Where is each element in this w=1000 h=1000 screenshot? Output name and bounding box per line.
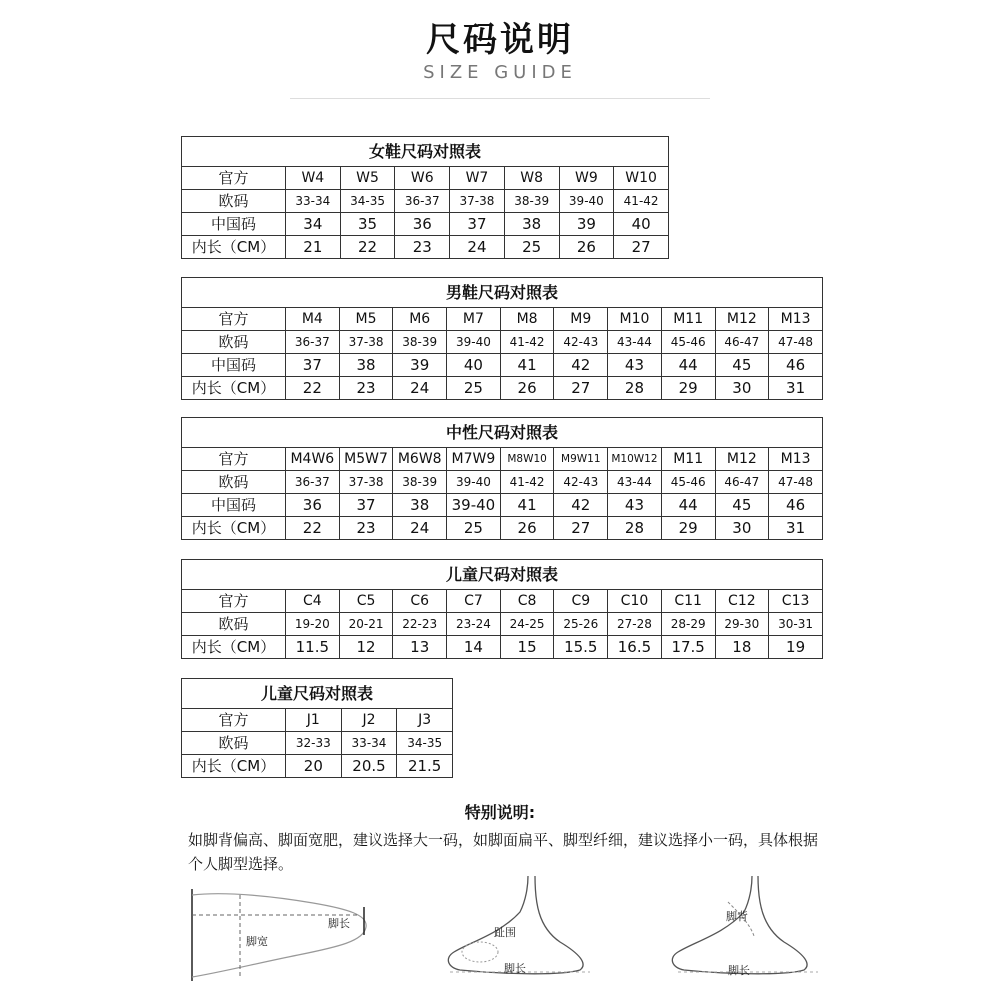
table-row-official: [182, 448, 823, 471]
size-cell: C4: [286, 590, 340, 613]
size-cell: 28: [608, 377, 662, 400]
table-row-eu: [182, 190, 669, 213]
row-label-len: 内长（CM）: [182, 236, 286, 259]
size-cell: 31: [769, 377, 823, 400]
table-row-cn: [182, 354, 823, 377]
size-cell: 41-42: [614, 190, 669, 213]
size-cell: 18: [715, 636, 769, 659]
size-cell: 42: [554, 354, 608, 377]
size-cell: 39-40: [559, 190, 614, 213]
page-title: 尺码说明: [426, 20, 574, 60]
size-cell: 25-26: [554, 613, 608, 636]
table-caption: 女鞋尺码对照表: [182, 137, 669, 167]
size-cell: 43-44: [608, 331, 662, 354]
notes-body: 如脚背偏高、脚面宽肥，建议选择大一码，如脚面扁平、脚型纤细，建议选择小一码，具体根据个人脚型选择。: [188, 831, 819, 873]
size-cell: 39-40: [447, 471, 501, 494]
size-cell: 23: [339, 377, 393, 400]
size-cell: 39-40: [447, 494, 501, 517]
size-cell: M13: [769, 308, 823, 331]
size-cell: 38-39: [504, 190, 559, 213]
size-cell: M10W12: [608, 448, 662, 471]
row-label-len: 内长（CM）: [182, 377, 286, 400]
size-cell: 42-43: [554, 331, 608, 354]
size-cell: 26: [500, 517, 554, 540]
size-cell: M12: [715, 448, 769, 471]
size-cell: M13: [769, 448, 823, 471]
size-cell: 38: [504, 213, 559, 236]
size-cell: 27: [614, 236, 669, 259]
size-cell: 34: [286, 213, 341, 236]
row-label-len: 内长（CM）: [182, 755, 286, 778]
size-cell: 17.5: [661, 636, 715, 659]
size-cell: M11: [661, 448, 715, 471]
size-cell: 22: [340, 236, 395, 259]
instep-length-label: 脚长: [728, 964, 750, 977]
size-cell: C8: [500, 590, 554, 613]
size-cell: 27: [554, 377, 608, 400]
size-cell: 15.5: [554, 636, 608, 659]
table-row-len: [182, 236, 669, 259]
size-cell: 35: [340, 213, 395, 236]
size-cell: 33-34: [341, 732, 397, 755]
size-cell: 12: [339, 636, 393, 659]
size-cell: 45-46: [661, 471, 715, 494]
size-cell: M8: [500, 308, 554, 331]
size-cell: 31: [769, 517, 823, 540]
size-cell: M9W11: [554, 448, 608, 471]
toe-circumference-label: 趾围: [494, 926, 516, 939]
size-cell: 39: [393, 354, 447, 377]
size-cell: 40: [447, 354, 501, 377]
size-cell: 47-48: [769, 331, 823, 354]
size-cell: W4: [286, 167, 341, 190]
size-cell: W6: [395, 167, 450, 190]
table-caption: 儿童尺码对照表: [182, 560, 823, 590]
row-label-eu: 欧码: [182, 732, 286, 755]
table-row-len: [182, 636, 823, 659]
size-cell: 47-48: [769, 471, 823, 494]
table-caption: 男鞋尺码对照表: [182, 278, 823, 308]
size-cell: 27: [554, 517, 608, 540]
foot-width-label: 脚宽: [246, 935, 268, 948]
size-cell: 29: [661, 377, 715, 400]
table-row-official: [182, 308, 823, 331]
size-cell: 36-37: [286, 471, 340, 494]
size-cell: 43-44: [608, 471, 662, 494]
size-cell: 26: [559, 236, 614, 259]
kids-size-table-j: [181, 678, 453, 778]
size-cell: 38: [339, 354, 393, 377]
size-cell: 11.5: [286, 636, 340, 659]
size-cell: 42-43: [554, 471, 608, 494]
size-cell: 33-34: [286, 190, 341, 213]
size-cell: 24: [393, 517, 447, 540]
table-row-len: [182, 377, 823, 400]
size-cell: J3: [397, 709, 453, 732]
size-cell: 30: [715, 517, 769, 540]
size-cell: 37: [339, 494, 393, 517]
table-row-official: [182, 167, 669, 190]
row-label-len: 内长（CM）: [182, 636, 286, 659]
unisex-size-table: [181, 417, 823, 540]
table-row-cn: [182, 494, 823, 517]
size-cell: W9: [559, 167, 614, 190]
size-cell: M6: [393, 308, 447, 331]
size-cell: 15: [500, 636, 554, 659]
size-cell: 38-39: [393, 471, 447, 494]
size-cell: J1: [286, 709, 342, 732]
row-label-eu: 欧码: [182, 331, 286, 354]
title-divider: [290, 98, 710, 99]
size-cell: 25: [504, 236, 559, 259]
foot-side-figure-2: [658, 872, 828, 982]
size-cell: 41: [500, 494, 554, 517]
size-cell: 34-35: [397, 732, 453, 755]
row-label-official: 官方: [182, 709, 286, 732]
size-cell: M10: [608, 308, 662, 331]
size-cell: 30: [715, 377, 769, 400]
table-caption: 中性尺码对照表: [182, 418, 823, 448]
row-label-eu: 欧码: [182, 471, 286, 494]
size-cell: 29: [661, 517, 715, 540]
size-cell: 41: [500, 354, 554, 377]
foot-side-figure-1: [440, 872, 600, 982]
row-label-official: 官方: [182, 167, 286, 190]
size-cell: 42: [554, 494, 608, 517]
size-cell: 41-42: [500, 471, 554, 494]
size-cell: 40: [614, 213, 669, 236]
row-label-eu: 欧码: [182, 190, 286, 213]
row-label-official: 官方: [182, 590, 286, 613]
size-cell: 28-29: [661, 613, 715, 636]
size-cell: M5: [339, 308, 393, 331]
size-cell: 45-46: [661, 331, 715, 354]
table-row-official: [182, 590, 823, 613]
row-label-official: 官方: [182, 308, 286, 331]
size-cell: C5: [339, 590, 393, 613]
kids-size-table-c: [181, 559, 823, 659]
notes-title: 特别说明:: [464, 803, 536, 822]
table-row-eu: [182, 613, 823, 636]
size-cell: 28: [608, 517, 662, 540]
size-cell: 44: [661, 354, 715, 377]
size-cell: 20-21: [339, 613, 393, 636]
size-cell: 36-37: [395, 190, 450, 213]
size-cell: 34-35: [340, 190, 395, 213]
size-cell: 30-31: [769, 613, 823, 636]
size-cell: M12: [715, 308, 769, 331]
size-cell: M6W8: [393, 448, 447, 471]
size-cell: M5W7: [339, 448, 393, 471]
size-cell: 13: [393, 636, 447, 659]
table-row-len: [182, 517, 823, 540]
size-cell: 39-40: [447, 331, 501, 354]
size-cell: M7: [447, 308, 501, 331]
row-label-len: 内长（CM）: [182, 517, 286, 540]
size-cell: 20.5: [341, 755, 397, 778]
size-cell: 23: [395, 236, 450, 259]
size-cell: 46-47: [715, 471, 769, 494]
size-cell: 32-33: [286, 732, 342, 755]
size-cell: 19-20: [286, 613, 340, 636]
size-cell: 23: [339, 517, 393, 540]
table-row-eu: [182, 471, 823, 494]
size-cell: 29-30: [715, 613, 769, 636]
size-cell: 39: [559, 213, 614, 236]
size-cell: C9: [554, 590, 608, 613]
size-cell: M8W10: [500, 448, 554, 471]
size-cell: C7: [447, 590, 501, 613]
size-cell: 36: [286, 494, 340, 517]
size-cell: 14: [447, 636, 501, 659]
size-cell: 24: [393, 377, 447, 400]
table-row-eu: [182, 331, 823, 354]
size-cell: 25: [447, 517, 501, 540]
size-cell: 37: [286, 354, 340, 377]
size-cell: 23-24: [447, 613, 501, 636]
table-row-eu: [182, 732, 453, 755]
size-cell: 43: [608, 494, 662, 517]
table-row-len: [182, 755, 453, 778]
size-cell: 36-37: [286, 331, 340, 354]
instep-label: 脚背: [726, 910, 748, 923]
size-cell: 41-42: [500, 331, 554, 354]
size-cell: 22: [286, 517, 340, 540]
size-cell: W10: [614, 167, 669, 190]
row-label-official: 官方: [182, 448, 286, 471]
size-cell: 20: [286, 755, 342, 778]
row-label-eu: 欧码: [182, 613, 286, 636]
size-cell: 19: [769, 636, 823, 659]
size-cell: 44: [661, 494, 715, 517]
size-cell: 37-38: [339, 331, 393, 354]
size-cell: 46: [769, 354, 823, 377]
size-cell: C11: [661, 590, 715, 613]
size-cell: W8: [504, 167, 559, 190]
size-cell: M9: [554, 308, 608, 331]
size-cell: 45: [715, 354, 769, 377]
size-cell: 45: [715, 494, 769, 517]
size-cell: 36: [395, 213, 450, 236]
foot-outline-figure: [188, 885, 373, 985]
size-cell: C12: [715, 590, 769, 613]
size-cell: C6: [393, 590, 447, 613]
size-cell: J2: [341, 709, 397, 732]
size-cell: 21: [286, 236, 341, 259]
size-cell: 16.5: [608, 636, 662, 659]
size-cell: 38-39: [393, 331, 447, 354]
page-subtitle: SIZE GUIDE: [423, 62, 577, 83]
size-cell: W7: [450, 167, 505, 190]
row-label-cn: 中国码: [182, 354, 286, 377]
table-row-cn: [182, 213, 669, 236]
size-cell: 26: [500, 377, 554, 400]
size-cell: 46-47: [715, 331, 769, 354]
table-row-official: [182, 709, 453, 732]
size-cell: 24: [450, 236, 505, 259]
foot-length-label: 脚长: [328, 917, 350, 930]
size-cell: 25: [447, 377, 501, 400]
size-cell: 37-38: [450, 190, 505, 213]
side-length-label: 脚长: [504, 962, 526, 975]
size-cell: M11: [661, 308, 715, 331]
size-cell: M4: [286, 308, 340, 331]
size-cell: 21.5: [397, 755, 453, 778]
size-cell: 43: [608, 354, 662, 377]
size-cell: 22-23: [393, 613, 447, 636]
foot-outline-icon: [188, 885, 373, 985]
table-caption: 儿童尺码对照表: [182, 679, 453, 709]
row-label-cn: 中国码: [182, 494, 286, 517]
size-cell: 22: [286, 377, 340, 400]
size-cell: 24-25: [500, 613, 554, 636]
women-size-table: [181, 136, 669, 259]
size-cell: M4W6: [286, 448, 340, 471]
size-cell: 46: [769, 494, 823, 517]
men-size-table: [181, 277, 823, 400]
size-cell: 37: [450, 213, 505, 236]
size-cell: C13: [769, 590, 823, 613]
size-cell: C10: [608, 590, 662, 613]
size-cell: 38: [393, 494, 447, 517]
size-cell: 37-38: [339, 471, 393, 494]
size-cell: 27-28: [608, 613, 662, 636]
size-cell: M7W9: [447, 448, 501, 471]
row-label-cn: 中国码: [182, 213, 286, 236]
size-cell: W5: [340, 167, 395, 190]
